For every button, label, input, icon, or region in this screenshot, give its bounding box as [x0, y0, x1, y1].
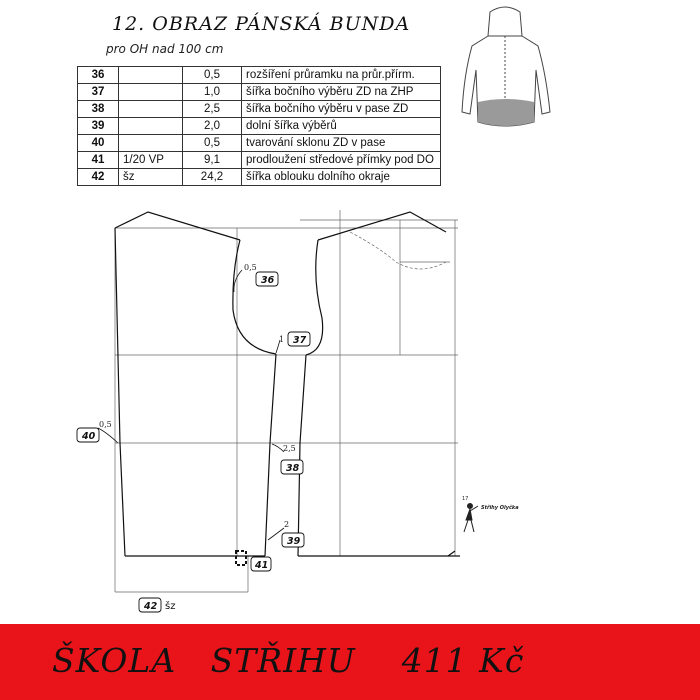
- step-value: 2,5: [183, 101, 242, 118]
- logo-text: Střihy Olyčka: [481, 505, 519, 511]
- page-subtitle: pro OH nad 100 cm: [106, 42, 224, 56]
- step-description: rozšíření průramku na průr.přírm.: [242, 67, 441, 84]
- step-description: šířka oblouku dolního okraje: [242, 169, 441, 186]
- value-39: 2: [284, 520, 290, 529]
- step-reference: 1/20 VP: [119, 152, 183, 169]
- step-value: 1,0: [183, 84, 242, 101]
- step-number: 39: [78, 118, 119, 135]
- label-39: 39: [287, 536, 301, 547]
- arrow-36-leader: [234, 270, 242, 292]
- value-37: 1: [279, 335, 285, 344]
- value-38: 2,5: [283, 444, 296, 453]
- page-title: 12. OBRAZ PÁNSKÁ BUNDA: [112, 13, 411, 35]
- step-value: 9,1: [183, 152, 242, 169]
- point-41-marker: [236, 551, 246, 565]
- step-description: šířka bočního výběru ZD na ZHP: [242, 84, 441, 101]
- step-number: 36: [78, 67, 119, 84]
- front-hem-corner: [448, 551, 455, 556]
- step-description: tvarování sklonu ZD v pase: [242, 135, 441, 152]
- label-38: 38: [286, 463, 300, 474]
- back-armhole: [233, 240, 276, 354]
- footer-banner-text: ŠKOLA STŘIHU 411 Kč: [52, 641, 525, 680]
- step-number: 41: [78, 152, 119, 169]
- front-side-seam: [298, 355, 306, 556]
- front-shoulder: [318, 212, 446, 240]
- value-36: 0,5: [244, 263, 257, 272]
- step-value: 0,5: [183, 135, 242, 152]
- step-number: 42: [78, 169, 119, 186]
- step-value: 0,5: [183, 67, 242, 84]
- label-41: 41: [255, 560, 269, 571]
- step-number: 38: [78, 101, 119, 118]
- step-description: dolní šířka výběrů: [242, 118, 441, 135]
- logo-figure-icon: [464, 504, 478, 533]
- label-sz: šz: [165, 601, 176, 612]
- step-value: 24,2: [183, 169, 242, 186]
- step-value: 2,0: [183, 118, 242, 135]
- back-side-seam: [265, 354, 276, 556]
- step-number: 40: [78, 135, 119, 152]
- logo-number: 17: [462, 496, 469, 502]
- step-number: 37: [78, 84, 119, 101]
- label-40: 40: [82, 431, 96, 442]
- step-reference: šz: [119, 169, 183, 186]
- step-description: prodloužení středové přímky pod DO: [242, 152, 441, 169]
- step-description: šířka bočního výběru v pase ZD: [242, 101, 441, 118]
- back-center-seam: [115, 228, 125, 556]
- front-neck-curve: [350, 232, 446, 269]
- label-37: 37: [293, 335, 307, 346]
- value-40: 0,5: [99, 420, 112, 429]
- label-36: 36: [261, 275, 275, 286]
- label-42: 42: [144, 601, 158, 612]
- back-neck-shoulder: [115, 212, 240, 240]
